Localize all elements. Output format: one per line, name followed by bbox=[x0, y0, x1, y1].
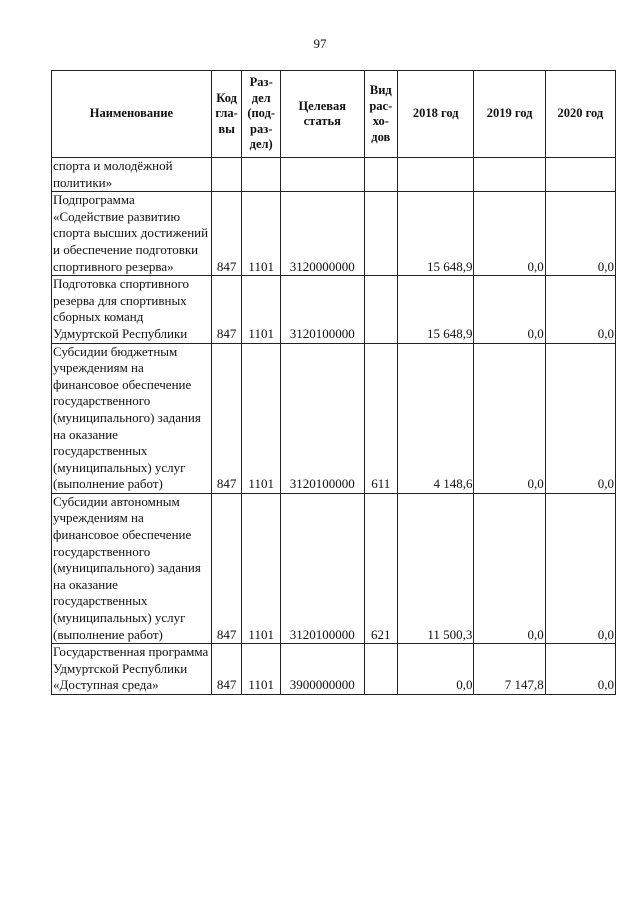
table-row bbox=[52, 343, 616, 493]
cell-2020: 0,0 bbox=[545, 493, 615, 643]
cell-2019: 0,0 bbox=[474, 192, 545, 276]
cell-razdel: 1101 bbox=[242, 644, 281, 695]
table-row bbox=[52, 493, 616, 643]
cell-vid bbox=[364, 276, 398, 343]
page-number: 97 bbox=[313, 36, 327, 51]
cell-2019: 0,0 bbox=[474, 276, 545, 343]
cell-kod: 847 bbox=[211, 493, 242, 643]
cell-kod: 847 bbox=[211, 343, 242, 493]
header-razdel: Раз-дел (под-раз-дел) bbox=[242, 71, 281, 158]
cell-vid: 621 bbox=[364, 493, 398, 643]
header-name: Наименование bbox=[52, 71, 212, 158]
cell-2019: 7 147,8 bbox=[474, 644, 545, 695]
cell-name: Субсидии автономным учреждениям на финансовое обеспечение государственного (муниципального) задания на оказание государственных (муниципальных) услуг (выполнение работ) bbox=[52, 493, 212, 643]
cell-2020: 0,0 bbox=[545, 343, 615, 493]
header-kod: Код гла-вы bbox=[211, 71, 242, 158]
header-tselevaya: Целевая статья bbox=[281, 71, 364, 158]
cell-2019: 0,0 bbox=[474, 493, 545, 643]
cell-name: Подготовка спортивного резерва для спортивных сборных команд Удмуртской Республики bbox=[52, 276, 212, 343]
header-2018: 2018 год bbox=[398, 71, 474, 158]
cell-name: Подпрограмма «Содействие развитию спорта высших достижений и обеспечение подготовки спортивного резерва» bbox=[52, 192, 212, 276]
budget-table bbox=[51, 70, 616, 695]
cell-kod: 847 bbox=[211, 276, 242, 343]
cell-vid: 611 bbox=[364, 343, 398, 493]
cell-name: Субсидии бюджетным учреждениям на финансовое обеспечение государственного (муниципального) задания на оказание государственных (муниципальных) услуг (выполнение работ) bbox=[52, 343, 212, 493]
header-vid: Вид рас-хо-дов bbox=[364, 71, 398, 158]
cell-tselevaya: 3120000000 bbox=[281, 192, 364, 276]
cell-tselevaya: 3120100000 bbox=[281, 343, 364, 493]
cell-kod bbox=[211, 158, 242, 192]
cell-name: Государственная программа Удмуртской Республики «Доступная среда» bbox=[52, 644, 212, 695]
cell-kod: 847 bbox=[211, 644, 242, 695]
cell-2020: 0,0 bbox=[545, 276, 615, 343]
cell-tselevaya bbox=[281, 158, 364, 192]
cell-razdel bbox=[242, 158, 281, 192]
cell-name: спорта и молодёжной политики» bbox=[52, 158, 212, 192]
cell-2019 bbox=[474, 158, 545, 192]
header-2020: 2020 год bbox=[545, 71, 615, 158]
table-row bbox=[52, 192, 616, 276]
cell-tselevaya: 3120100000 bbox=[281, 276, 364, 343]
cell-vid bbox=[364, 192, 398, 276]
cell-razdel: 1101 bbox=[242, 343, 281, 493]
cell-tselevaya: 3900000000 bbox=[281, 644, 364, 695]
cell-razdel: 1101 bbox=[242, 276, 281, 343]
table-row bbox=[52, 276, 616, 343]
cell-vid bbox=[364, 158, 398, 192]
cell-tselevaya: 3120100000 bbox=[281, 493, 364, 643]
table-row bbox=[52, 644, 616, 695]
table-row bbox=[52, 158, 616, 192]
cell-2018: 15 648,9 bbox=[398, 276, 474, 343]
cell-2020: 0,0 bbox=[545, 644, 615, 695]
cell-2020: 0,0 bbox=[545, 192, 615, 276]
cell-2020 bbox=[545, 158, 615, 192]
cell-kod: 847 bbox=[211, 192, 242, 276]
cell-2018: 11 500,3 bbox=[398, 493, 474, 643]
cell-2018: 4 148,6 bbox=[398, 343, 474, 493]
cell-2018: 15 648,9 bbox=[398, 192, 474, 276]
header-2019: 2019 год bbox=[474, 71, 545, 158]
cell-2018 bbox=[398, 158, 474, 192]
cell-2018: 0,0 bbox=[398, 644, 474, 695]
cell-2019: 0,0 bbox=[474, 343, 545, 493]
cell-razdel: 1101 bbox=[242, 192, 281, 276]
table-header-row bbox=[52, 71, 616, 158]
cell-razdel: 1101 bbox=[242, 493, 281, 643]
cell-vid bbox=[364, 644, 398, 695]
